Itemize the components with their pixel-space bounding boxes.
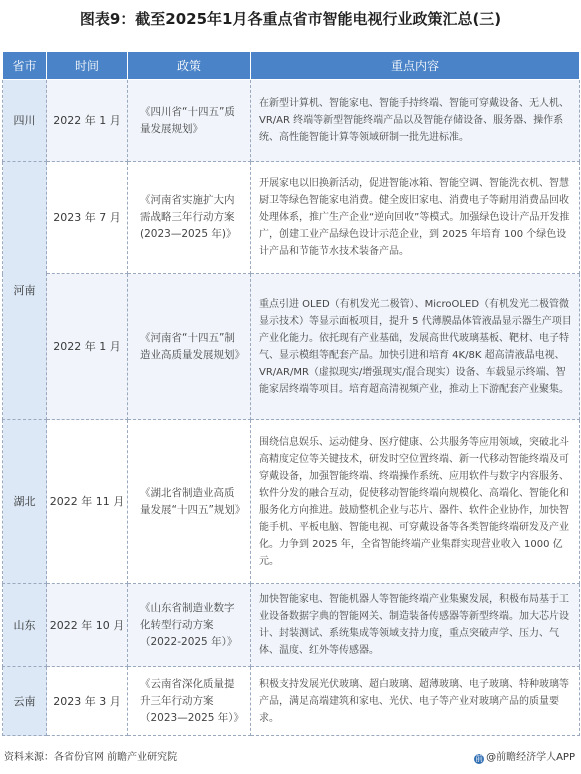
table-row bbox=[3, 584, 580, 667]
time-cell: 2023 年 7 月 bbox=[47, 162, 128, 274]
province-cell-sichuan: 四川 bbox=[3, 80, 47, 162]
province-cell-henan: 河南 bbox=[3, 162, 47, 420]
content-cell: 在新型计算机、智能家电、智能手持终端、智能可穿戴设备、无人机、VR/AR 终端等新型智能终端产品以及智能存储设备、服务器、操作系统、高性能智能计算等领域研制一批先进标准。 bbox=[251, 80, 580, 162]
qianzhan-logo-icon: 前 bbox=[475, 754, 484, 763]
table-row bbox=[3, 162, 580, 274]
policy-table bbox=[2, 51, 580, 736]
time-cell: 2023 年 3 月 bbox=[47, 667, 128, 736]
brand-label: @前瞻经济学人APP bbox=[486, 752, 575, 763]
province-cell-yunnan: 云南 bbox=[3, 667, 47, 736]
brand-credit bbox=[474, 748, 575, 764]
policy-cell: 《云南省深化质量提升三年行动方案（2023—2025 年）》 bbox=[128, 667, 251, 736]
time-cell: 2022 年 1 月 bbox=[47, 274, 128, 420]
policy-cell: 《河南省“十四五”制造业高质量发展规划》 bbox=[128, 274, 251, 420]
time-cell: 2022 年 1 月 bbox=[47, 80, 128, 162]
policy-cell: 《河南省实施扩大内需战略三年行动方案(2023—2025 年)》 bbox=[128, 162, 251, 274]
header-time: 时间 bbox=[47, 52, 128, 80]
content-cell: 积极支持发展光伏玻璃、超白玻璃、超薄玻璃、电子玻璃、特种玻璃等产品，满足高端建筑和家电、光伏、电子等产业对玻璃产品的质量要求。 bbox=[251, 667, 580, 736]
header-content: 重点内容 bbox=[251, 52, 580, 80]
province-cell-hubei: 湖北 bbox=[3, 420, 47, 584]
policy-cell: 《山东省制造业数字化转型行动方案（2022-2025 年）》 bbox=[128, 584, 251, 667]
policy-cell: 《四川省“十四五”质量发展规划》 bbox=[128, 80, 251, 162]
time-cell: 2022 年 10 月 bbox=[47, 584, 128, 667]
table-header-row bbox=[3, 52, 580, 80]
header-province: 省市 bbox=[3, 52, 47, 80]
province-cell-shandong: 山东 bbox=[3, 584, 47, 667]
table-row bbox=[3, 667, 580, 736]
content-cell: 重点引进 OLED（有机发光二极管）、MicroOLED（有机发光二极管微显示技术）等显示面板项目，提升 5 代薄膜晶体管液晶显示器生产项目产业化能力。依托现有产业基础，发展高世代玻璃基板、靶材、电子特气、显示模组等配套产品。加快引进和培育 4K/8K 超高清液晶电视、VR/AR/MR（虚拟现实/增强现实/混合现实）设备、车载显示终端、智能家居终端等项目。培育超高清视频产业，推动上下游配套产业聚集。 bbox=[251, 274, 580, 420]
time-cell: 2022 年 11 月 bbox=[47, 420, 128, 584]
content-cell: 围绕信息娱乐、运动健身、医疗健康、公共服务等应用领域，突破北斗高精度定位等关键技术，研发时空位置终端、新一代移动智能终端及可穿戴设备，加强智能终端、终端操作系统、应用软件与数字内容服务、软件分发的融合互动，促使移动智能终端向规模化、高端化、智能化和服务化方向推进。鼓励整机企业与芯片、器件、软件企业协作，加快智能手机、平板电脑、智能电视、可穿戴设备等各类智能终端研发及产业化。力争到 2025 年，全省智能终端产业集群实现营业收入 1000 亿元。 bbox=[251, 420, 580, 584]
header-policy: 政策 bbox=[128, 52, 251, 80]
page-title: 图表9：截至2025年1月各重点省市智能电视行业政策汇总(三) bbox=[79, 10, 502, 28]
table-row bbox=[3, 420, 580, 584]
content-cell: 开展家电以旧换新活动，促进智能冰箱、智能空调、智能洗衣机、智慧厨卫等绿色智能家电消费。健全废旧家电、消费电子等耐用消费品回收处理体系，推广生产企业“逆向回收”等模式。加强绿色设计产品开发推广，创建工业产品绿色设计示范企业，到 2025 年培育 100 个绿色设计产品和节能节水技术装备产品。 bbox=[251, 162, 580, 274]
table-row bbox=[3, 274, 580, 420]
table-row bbox=[3, 80, 580, 162]
policy-cell: 《湖北省制造业高质量发展“十四五”规划》 bbox=[128, 420, 251, 584]
content-cell: 加快智能家电、智能机器人等智能终端产业集聚发展，积极布局基于工业设备数据字典的智能网关、制造装备传感器等新型终端。加大芯片设计、封装测试、系统集成等领域支持力度，重点突破声学、压力、气体、温度、红外等传感器。 bbox=[251, 584, 580, 667]
source-note: 资料来源：各省份官网 前瞻产业研究院 bbox=[4, 752, 178, 763]
